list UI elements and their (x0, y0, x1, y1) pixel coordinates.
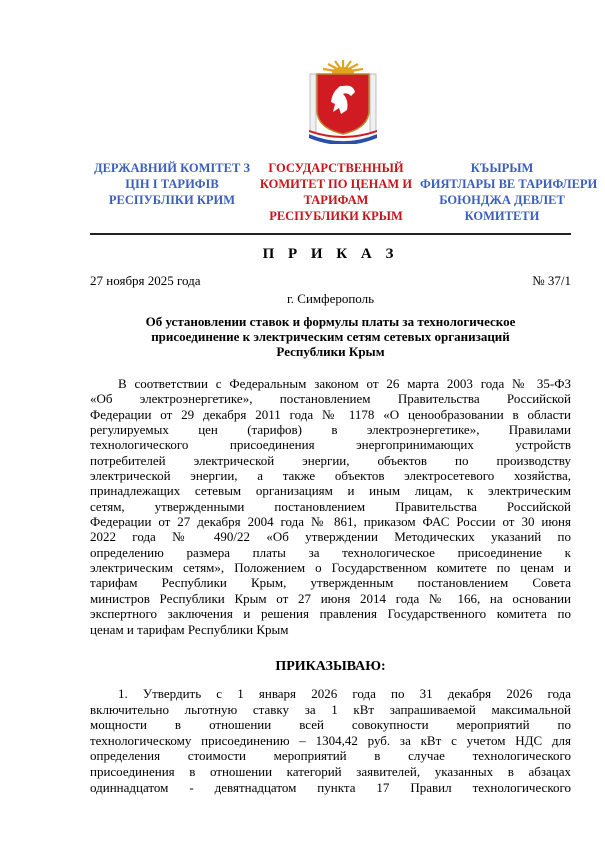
header-divider (90, 233, 571, 235)
document-subject (90, 314, 571, 359)
preamble-line: министров Республики Крым от 27 июня 2014 года № 166, на основании (90, 590, 571, 606)
order-item-1 (90, 686, 571, 795)
preamble-line: сетям, утвержденными постановлением Правительства Российской (90, 498, 571, 514)
russian-committee-name (258, 160, 414, 224)
preamble-line: «Об электроэнергетике», постановлением Правительства Российской (90, 391, 571, 407)
header-right-line: КЪЫРЫМ (470, 161, 534, 175)
header-left-line: РЕСПУБЛІКИ КРИМ (108, 193, 236, 207)
header-right-line: КОМИТЕТИ (464, 209, 540, 223)
crimean-tatar-committee-name (420, 160, 598, 224)
crimea-coat-of-arms-emblem (303, 58, 383, 144)
ukrainian-committee-name (92, 160, 252, 208)
preamble-paragraph (90, 376, 571, 637)
preamble-line: Федерации от 27 декабря 2004 года № 861, приказом ФАС России от 30 июня (90, 514, 571, 530)
preamble-line: принадлежащих сетевым организациям и иным лицам, к электрическим (90, 483, 571, 499)
document-number: № 37/1 (532, 273, 571, 288)
header-center-line: ГОСУДАРСТВЕННЫЙ (268, 161, 404, 175)
preamble-line: электрической энергии, а также объектов электросетевого хозяйства, (90, 468, 571, 484)
header-center-line: РЕСПУБЛИКИ КРЫМ (269, 209, 403, 223)
header-right-line: БОЮНДЖА ДЕВЛЕТ (439, 193, 565, 207)
item-line: мощности в отношении всей совокупности мероприятий по (90, 717, 571, 733)
preamble-line: 2022 года № 490/22 «Об утверждении Методических указаний по (90, 529, 571, 545)
preamble-line: Федерации от 29 декабря 2011 года № 1178 «О ценообразовании в области (90, 406, 571, 422)
preamble-line: тарифам Республики Крым, утвержденным постановлением Совета (90, 575, 571, 591)
item-line: включительно льготную ставку за 1 кВт запрашиваемой максимальной (90, 701, 571, 717)
item-line: определения стоимости мероприятий в случае технологического (90, 748, 571, 764)
header-center-line: КОМИТЕТ ПО ЦЕНАМ И (259, 177, 413, 191)
preamble-line: технологического присоединения энергопринимающих устройств (90, 437, 571, 453)
item-line: одиннадцатом - девятнадцатом пункта 17 Правил технологического (90, 779, 571, 795)
preamble-line: потребителей электрической энергии, объектов по производству (90, 452, 571, 468)
preamble-line: ценам и тарифам Республики Крым (90, 621, 289, 637)
subject-line: Республики Крым (276, 344, 385, 359)
subject-line: Об установлении ставок и формулы платы за технологическое (145, 314, 516, 329)
preamble-line: электрическим сетям», Положением о Государственном комитете по ценам и (90, 560, 571, 576)
header-left-line: ЦІН І ТАРИФІВ (125, 177, 219, 191)
order-heading: ПРИКАЗЫВАЮ: (275, 659, 386, 674)
header-right-line: ФИЯТЛАРЫ ВЕ ТАРИФЛЕРИ (420, 177, 598, 191)
preamble-line: определению размера платы за технологическое присоединение к (90, 544, 571, 560)
header-center-line: ТАРИФАМ (303, 193, 369, 207)
preamble-line: регулируемых цен (тарифов) в электроэнергетике», Правилами (90, 422, 571, 438)
header-left-line: ДЕРЖАВНИЙ КОМІТЕТ З (93, 161, 251, 175)
item-line: присоединения в отношении категорий заявителей, указанных в абзацах (90, 763, 571, 779)
item-line: 1. Утвердить с 1 января 2026 года по 31 декабря 2026 года (118, 686, 571, 701)
preamble-line: экспертного заключения и решения правления Государственного комитета по (90, 606, 571, 622)
document-date: 27 ноября 2025 года (90, 273, 201, 288)
item-line: технологическому присоединению – 1304,42 руб. за кВт с учетом НДС для (90, 732, 571, 748)
subject-line: присоединение к электрическим сетям сетевых организаций (151, 329, 510, 344)
document-city: г. Симферополь (286, 291, 375, 306)
document-type-title: П Р И К А З (262, 246, 399, 262)
preamble-line: В соответствии с Федеральным законом от 26 марта 2003 года № 35-ФЗ (118, 376, 571, 391)
